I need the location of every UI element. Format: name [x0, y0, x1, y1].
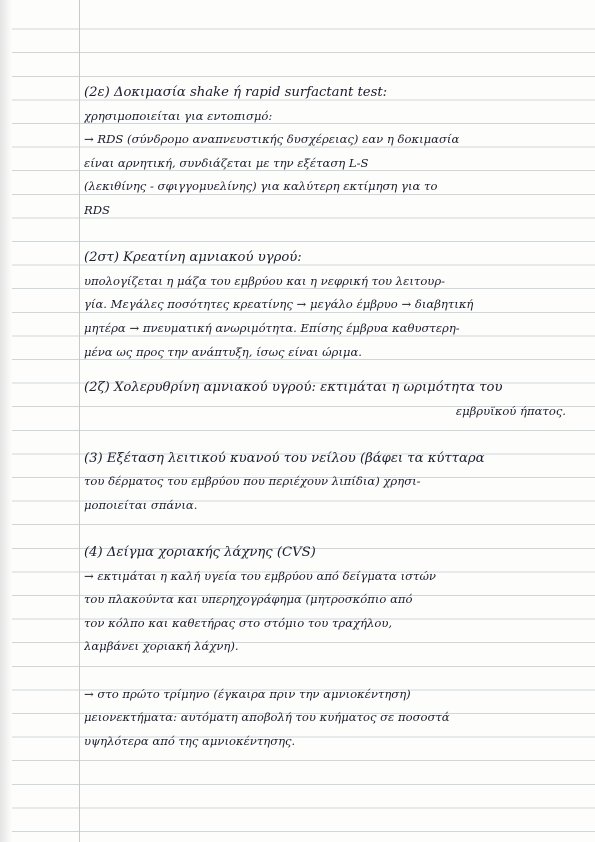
- note-line: λαμβάνει χοριακή λάχνη).: [84, 639, 239, 654]
- note-line: του πλακούντα και υπερηχογράφημα (μητροσκόπιο από: [84, 592, 413, 607]
- note-line: → εκτιμάται η καλή υγεία του εμβρύου από δείγματα ιστών: [84, 568, 436, 583]
- note-line: είναι αρνητική, συνδιάζεται με την εξέταση L-S: [84, 155, 369, 170]
- note-line: χρησιμοποιείται για εντοπισμό:: [84, 108, 273, 123]
- section-creatinine: [84, 246, 574, 364]
- note-line: υψηλότερα από της αμνιοκέντησης.: [84, 733, 296, 748]
- note-line: → RDS (σύνδρομο αναπνευστικής δυσχέρειας) εαν η δοκιμασία: [84, 132, 460, 147]
- section-bilirubin: [84, 376, 574, 423]
- section-first-trimester: [84, 683, 574, 754]
- note-line: τον κόλπο και καθετήρας στο στόμιο του τραχήλου,: [84, 615, 393, 630]
- section-nile-blue: [84, 447, 574, 518]
- note-line: εμβρυϊκού ήπατος.: [455, 403, 566, 418]
- section-heading: (3) Εξέταση λειτικού κυανού του νείλου (βάφει τα κύτταρα: [84, 450, 485, 466]
- section-heading: (2στ) Κρεατίνη αμνιακού υγρού:: [84, 250, 302, 266]
- handwritten-notes: [84, 81, 574, 753]
- section-cvs: [84, 541, 574, 659]
- note-line: υπολογίζεται η μάζα του εμβρύου και η νεφρική του λειτουρ-: [84, 273, 446, 288]
- section-shake-test: [84, 81, 574, 223]
- note-line: μοποιείται σπάνια.: [84, 497, 198, 512]
- note-line: RDS: [84, 202, 110, 217]
- section-heading: (2ε) Δοκιμασία shake ή rapid surfactant test:: [84, 85, 388, 100]
- margin-line: [79, 0, 80, 842]
- note-line: → στο πρώτο τρίμηνο (έγκαιρα πριν την αμνιοκέντηση): [84, 686, 411, 701]
- note-line: μητέρα → πνευματική ανωριμότητα. Επίσης έμβρυα καθυστερη-: [84, 320, 460, 335]
- note-line: του δέρματος του εμβρύου που περιέχουν λιπίδια) χρησι-: [84, 474, 421, 489]
- note-line: μένα ως προς την ανάπτυξη, ίσως είναι ώριμα.: [84, 344, 362, 359]
- section-heading: (4) Δείγμα χοριακής λάχνης (CVS): [84, 545, 316, 561]
- section-heading: (2ζ) Χολερυθρίνη αμνιακού υγρού: εκτιμάται η ωριμότητα του: [84, 379, 503, 395]
- note-line: γία. Μεγάλες ποσότητες κρεατίνης → μεγάλο έμβρυο → διαβητική: [84, 297, 474, 312]
- note-line: (λεκιθίνης - σφιγγομυελίνης) για καλύτερη εκτίμηση για το: [84, 179, 438, 194]
- page-edge-shadow: [0, 0, 12, 842]
- note-line: μειονεκτήματα: αυτόματη αποβολή του κυήματος σε ποσοστά: [84, 710, 450, 725]
